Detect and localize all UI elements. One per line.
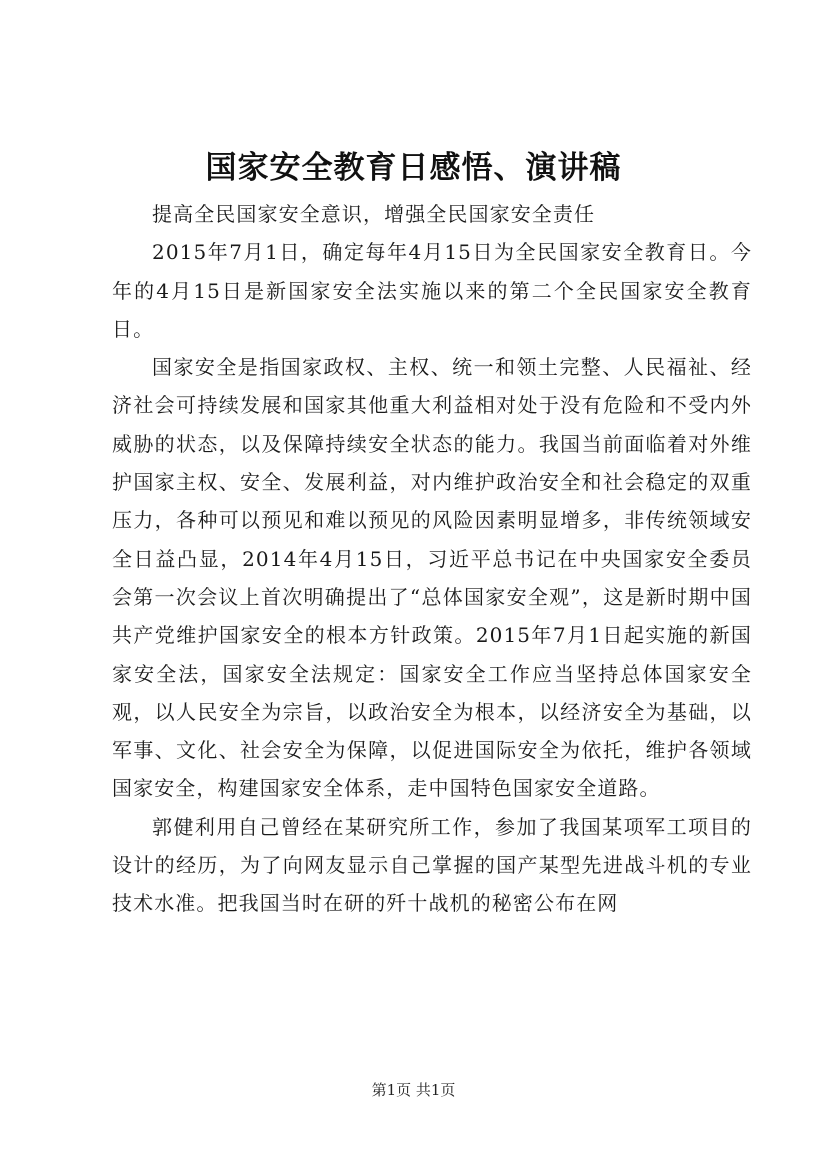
page-number-label: 第1页 共1页 (371, 1081, 456, 1099)
paragraph-education-day: 2015年7月1日，确定每年4月15日为全民国家安全教育日。今年的4月15日是新国家安全法实施以来的第二个全民国家安全教育日。 (112, 240, 752, 341)
document-title: 国家安全教育日感悟、演讲稿 (205, 150, 622, 186)
paragraph-case-example: 郭健利用自己曾经在某研究所工作，参加了我国某项军工项目的设计的经历，为了向网友显示自己掌握的国产某型先进战斗机的专业技术水准。把我国当时在研的歼十战机的秘密公布在网 (112, 814, 752, 916)
page-footer (0, 1080, 827, 1100)
document-body (112, 195, 752, 923)
paragraph-subtitle: 提高全民国家安全意识，增强全民国家安全责任 (152, 202, 596, 226)
paragraph-national-security: 国家安全是指国家政权、主权、统一和领土完整、人民福祉、经济社会可持续发展和国家其他重大利益相对处于没有危险和不受内外威胁的状态，以及保障持续安全状态的能力。我国当前面临着对外维护国家主权、安全、发展利益，对内维护政治安全和社会稳定的双重压力，各种可以预见和难以预见的风险因素明显增多，非传统领域安全日益凸显，2014年4月15日，习近平总书记在中央国家安全委员会第一次会议上首次明确提出了“总体国家安全观”，这是新时期中国共产党维护国家安全的根本方针政策。2015年7月1日起实施的新国家安全法，国家安全法规定：国家安全工作应当坚持总体国家安全观，以人民安全为宗旨，以政治安全为根本，以经济安全为基础，以军事、文化、社会安全为保障，以促进国际安全为依托，维护各领域国家安全，构建国家安全体系，走中国特色国家安全道路。 (112, 355, 752, 801)
